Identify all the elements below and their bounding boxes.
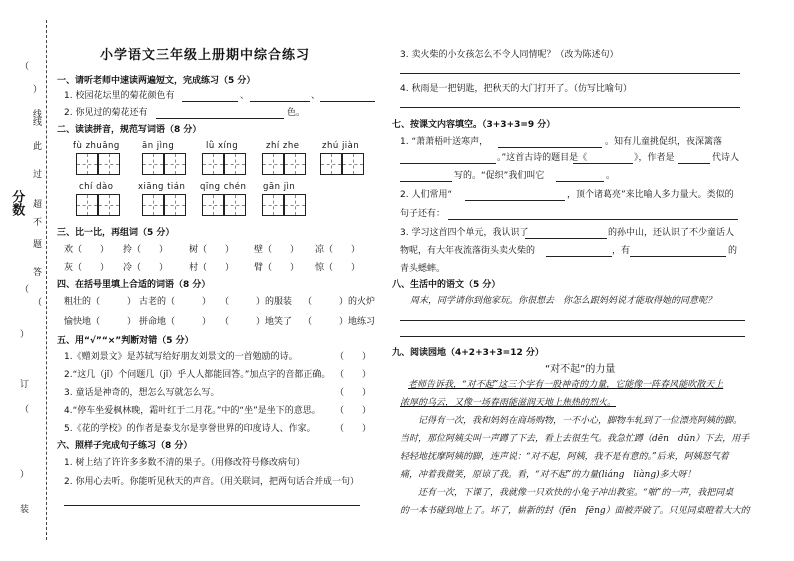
s5-item-1: 1.《赠刘景文》是苏轼写给好朋友刘景文的一首勉励的诗。 [64,352,298,362]
s7-q1-blank-3[interactable] [573,163,633,164]
s7-q3d: ，有 [612,246,631,256]
s1-q1-blank-2[interactable] [250,101,310,102]
s7-q1a: 1. “萧萧梧叶送寒声， [400,137,489,147]
s8-answer-line-1[interactable] [400,320,745,321]
write-grid-2[interactable] [142,153,186,177]
passage-p2c: 轻轻地抚摩阿姨的脚，连声说：“对不起，阿姨，我不是有意的。”后来，阿姨怒气着 [400,452,729,462]
binder-label-5: ） [20,330,30,340]
s5-bracket-2[interactable]: （ ） [335,370,372,380]
r-q4: 4. 秋雨是一把钥匙，把秋天的大门打开了。（仿写比喻句） [400,84,632,94]
binder-char-8: （ [33,298,43,308]
s3-r1-1[interactable]: 欢（ ） [64,245,110,255]
s7-q3-blank-2[interactable] [546,256,612,257]
write-grid-6[interactable] [76,194,120,218]
s3-r2-5[interactable]: 惊（ ） [315,263,361,273]
s1-q2: 2. 你见过的菊花还有 [64,108,148,118]
r-q4-answer-line[interactable] [400,107,740,108]
passage-p3b: 的一本书碰到地上了。坏了，崭新的封（fēn fēng）面被弄破了。只见同桌瞪着大大的 [400,506,750,516]
s7-q2-blank-2[interactable] [448,219,738,220]
s7-q1-blank-1[interactable] [498,147,602,148]
s3-r1-5[interactable]: 凉（ ） [315,245,361,255]
s4-r1-2[interactable]: 古老的（ ） [139,297,212,307]
s7-q2a: 2. 人们常用“ [400,190,453,200]
binder-label-6: 订 [20,380,30,390]
section-8-heading: 八、生活中的语文（5 分） [392,280,501,290]
binder-label-1: （ [20,62,30,72]
write-grid-3[interactable] [202,153,246,177]
pinyin-9: gān jìn [263,182,296,192]
s5-item-5: 5.《花的学校》的作者是泰戈尔是享誉世界的印度诗人、作家。 [64,424,316,434]
pinyin-4: zhí zhe [266,141,300,151]
s7-q3b: 的孙中山，还认识了不少童话人 [608,228,735,238]
s7-q1f: 写的。“促织”我们叫它 [454,171,545,181]
passage-p2d: 痛，冲着我微笑，原谅了我。看，“对不起”的力量(liáng liàng)多大呀！ [400,470,696,480]
s7-q1c: 。”这首古诗的题目是《 [497,153,588,163]
s7-q1b: 。知有儿童挑促织，夜深篱落 [605,137,723,147]
pinyin-2: ān jìng [142,141,175,151]
binder-char-3: 过 [33,170,43,180]
s7-q3a: 3. 学习这首四个单元，我认识了 [400,228,529,238]
s7-q2-blank-1[interactable] [465,200,565,201]
s7-q1-blank-2[interactable] [400,163,496,164]
binder-label-4: （ [20,285,30,295]
section-3-heading: 三、比一比，再组词（5 分） [57,228,175,238]
s3-r2-1[interactable]: 灰（ ） [64,263,110,273]
binder-char-5: 不 [33,218,43,228]
page-title: 小学语文三年级上册期中综合练习 [100,48,311,63]
s4-r1-4[interactable]: （ ）的火炉 [303,297,376,307]
s7-q3e: 的 [728,246,738,256]
passage-p1b: 浓厚的乌云，又像一场春雨能滋润天地上焦热的烈火。 [400,398,617,408]
section-9-heading: 九、阅读园地（4+2+3+3=12 分） [392,348,544,358]
s7-q1g: 。 [606,171,616,181]
s6-q1: 1. 树上结了许许多多数不清的果子。（用修改符号修改病句） [64,458,305,468]
passage-p2b: 当时，那位阿姨尖叫一声蹲了下去，看上去很生气。我急忙蹲（dēn dūn）下去，用手 [400,434,750,444]
s5-bracket-4[interactable]: （ ） [335,406,372,416]
write-grid-1[interactable] [76,153,120,177]
binder-label-8: ） [20,470,30,480]
s3-r1-3[interactable]: 树（ ） [189,245,235,255]
s5-bracket-3[interactable]: （ ） [335,388,372,398]
s7-q1-blank-6[interactable] [556,181,604,182]
binder-label-2: ） [33,85,43,95]
s4-r2-1[interactable]: 愉快地（ ） [64,317,137,327]
s1-q2-blank[interactable] [156,118,284,119]
pinyin-3: lǜ xíng [206,141,239,151]
pinyin-5: zhú jiàn [322,141,360,151]
pinyin-1: fù zhuāng [73,141,120,151]
section-2-heading: 二、读读拼音，规范写词语（8 分） [57,125,202,135]
s1-q1-sep: 、 [240,91,250,101]
s1-q1-sep2: 、 [311,91,321,101]
s7-q3c: 物呢，有大年夜流落街头卖火柴的 [400,246,536,256]
s5-bracket-1[interactable]: （ ） [335,352,372,362]
s4-r2-2[interactable]: 拼命地（ ） [139,317,212,327]
s6-q2: 2. 你用心去听。你能听见秋天的声音。（用关联词，把两句话合并成一句） [64,477,359,487]
s6-q2-answer-line[interactable] [64,505,360,506]
pinyin-6: chí dào [79,182,114,192]
pinyin-7: xiāng tián [138,182,186,192]
s3-r2-2[interactable]: 冷（ ） [123,263,169,273]
s4-r2-3[interactable]: （ ）地笑了 [220,317,293,327]
s4-r1-1[interactable]: 粗壮的（ ） [64,297,137,307]
s1-q1-blank-1[interactable] [182,101,238,102]
s8-prompt: 周末，同学请你到他家玩。你很想去 你怎么跟妈妈说才能取得她的同意呢？ [410,296,717,306]
s4-r1-3[interactable]: （ ）的服装 [220,297,293,307]
s5-item-2: 2.“这几（jǐ）个问题几（jǐ）乎人人都能回答。”加点字的音都正确。 [64,370,331,380]
s5-item-4: 4.“停车坐爱枫林晚，霜叶红于二月花。”中的“坐”是坐下的意思。 [64,406,321,416]
s7-q2c: 句子还有： [400,209,446,219]
binder-dashed-line [46,20,47,540]
s7-q1-blank-5[interactable] [400,181,452,182]
s4-r2-4[interactable]: （ ）地练习 [303,317,376,327]
binder-char-1: 线 [33,110,43,120]
passage-p3a: 还有一次，下课了，我就像一只欢快的小兔子冲出教室。“啪”的一声，我把同桌 [418,488,734,498]
binder-char-4: 超 [33,200,43,210]
s3-r1-2[interactable]: 拎（ ） [123,245,169,255]
binder-char-2: 此 [33,142,43,152]
binder-label-3: 线 [33,118,43,128]
r-q3: 3. 卖火柴的小女孩怎么不令人同情呢？（改为陈述句） [400,50,619,60]
write-grid-4[interactable] [262,153,306,177]
s8-answer-line-2[interactable] [400,336,745,337]
score-label: 分数 [9,190,25,216]
section-5-heading: 五、用“√”“×”判断对错（5 分） [57,336,194,346]
s7-q1d: 》，作者是 [634,153,675,163]
s3-r2-3[interactable]: 村（ ） [189,263,235,273]
s1-q1: 1. 校园花坛里的菊花颜色有 [64,91,175,101]
write-grid-8[interactable] [202,194,246,218]
s5-bracket-5[interactable]: （ ） [335,424,372,434]
s7-q1-blank-4[interactable] [678,163,710,164]
pinyin-8: qīng chén [200,182,247,192]
binder-char-6: 题 [33,240,43,250]
section-7-heading: 七、按课文内容填空。（3+3+3=9 分） [392,120,556,130]
section-6-heading: 六、照样子完成句子练习（8 分） [57,441,193,451]
write-grid-9[interactable] [262,194,306,218]
section-1-heading: 一、请听老师中速读两遍短文，完成练习（5 分） [57,76,256,86]
s3-r1-4[interactable]: 壁（ ） [254,245,300,255]
s7-q3-blank-3[interactable] [630,256,726,257]
s1-q1-blank-3[interactable] [320,101,375,102]
binder-label-9: 装 [20,505,30,515]
s3-r2-4[interactable]: 臂（ ） [254,263,300,273]
r-q3-answer-line[interactable] [400,73,740,74]
write-grid-5[interactable] [320,153,364,177]
passage-p1a: 老师告诉我，“对不起”这三个字有一股神奇的力量，它能像一阵春风能吹散天上 [408,380,724,390]
passage-p2a: 记得有一次，我和妈妈在商场购物，一不小心，脚物车轧到了一位漂亮阿姨的脚。 [418,416,743,426]
section-4-heading: 四、在括号里填上合适的词语（8 分） [57,280,211,290]
write-grid-7[interactable] [142,194,186,218]
s5-item-3: 3. 童话是神奇的，想怎么写就怎么写。 [64,388,220,398]
s7-q1e: 代诗人 [712,153,740,163]
passage-title: “对不起”的力量 [545,364,616,375]
s7-q2b: ，顶个诸葛亮”来比喻人多力量大。类似的 [567,190,734,200]
s1-q2-end: 色。 [287,108,306,118]
binder-char-7: 答 [33,268,43,278]
binder-label-7: （ [20,405,30,415]
s7-q3-blank-1[interactable] [525,238,607,239]
s7-q3f: 青头蟋蟀。 [400,264,446,274]
